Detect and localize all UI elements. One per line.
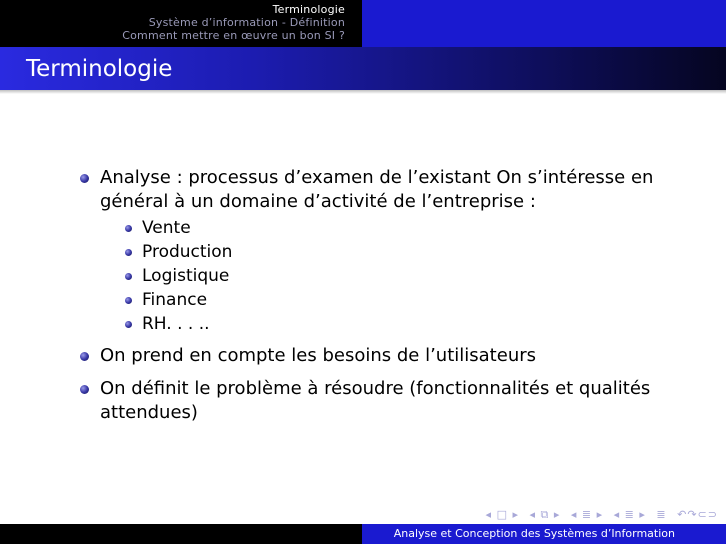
header-left-panel [0, 0, 362, 47]
frame-title: Terminologie [26, 56, 173, 82]
slide-header [0, 0, 726, 47]
sublist-item [125, 288, 680, 312]
list-item-analyse [80, 166, 680, 214]
bullet-icon [125, 225, 132, 232]
list-item-besoins [80, 344, 680, 368]
sublist-item-label: Production [142, 242, 233, 262]
list-item-text-line1: On définit le problème à résoudre (fonctionnalités et qualités [100, 378, 651, 399]
bullet-icon [125, 273, 132, 280]
frame-title-bar [0, 47, 726, 90]
sublist-item-label: Vente [142, 218, 191, 238]
sublist-item-label: RH. . . .. [142, 314, 210, 334]
sublist-item [125, 240, 680, 264]
header-right-panel [362, 0, 726, 47]
slide-content [80, 166, 680, 425]
bullet-icon [125, 297, 132, 304]
sublist-item-label: Logistique [142, 266, 230, 286]
section-navigation [122, 3, 345, 42]
bullet-icon [125, 249, 132, 256]
sublist-item [125, 264, 680, 288]
nav-align-icon[interactable]: ≣ [656, 508, 667, 521]
list-item-text-line2: général à un domaine d’activité de l’entreprise : [100, 191, 536, 212]
nav-subsubsection-icon[interactable]: ◂ ≣ ▸ [613, 508, 646, 521]
footer-title: Analyse et Conception des Systèmes d’Information [393, 527, 675, 540]
nav-frame-prev-icon[interactable]: ◂ □ ▸ [485, 508, 519, 521]
bullet-icon [80, 174, 89, 183]
list-item-text: On prend en compte les besoins de l’utilisateurs [100, 345, 536, 366]
nav-subsection-icon[interactable]: ◂ ⧉ ▸ [529, 508, 561, 521]
bullet-icon [80, 352, 89, 361]
title-shadow [0, 90, 726, 94]
nav-section-terminologie[interactable]: Terminologie [272, 3, 345, 16]
beamer-navigation-symbols [480, 508, 718, 522]
list-item-text-line2: attendues) [100, 402, 198, 423]
nav-section-mettre-en-oeuvre[interactable]: Comment mettre en œuvre un bon SI ? [122, 29, 345, 42]
nav-section-icon[interactable]: ◂ ≣ ▸ [570, 508, 604, 521]
sublist-domaines [125, 216, 680, 336]
sublist-item [125, 216, 680, 240]
bullet-icon [80, 385, 89, 394]
sublist-item-label: Finance [142, 290, 208, 310]
nav-search-icon[interactable]: ↶↷⊂⊃ [677, 508, 718, 521]
footer-left-panel [0, 524, 362, 544]
nav-section-systeme-information[interactable]: Système d’information - Définition [148, 16, 345, 29]
sublist-item [125, 312, 680, 336]
list-item-probleme [80, 377, 680, 425]
bullet-icon [125, 321, 132, 328]
list-item-text-line1: Analyse : processus d’examen de l’existant On s’intéresse en [100, 167, 654, 188]
